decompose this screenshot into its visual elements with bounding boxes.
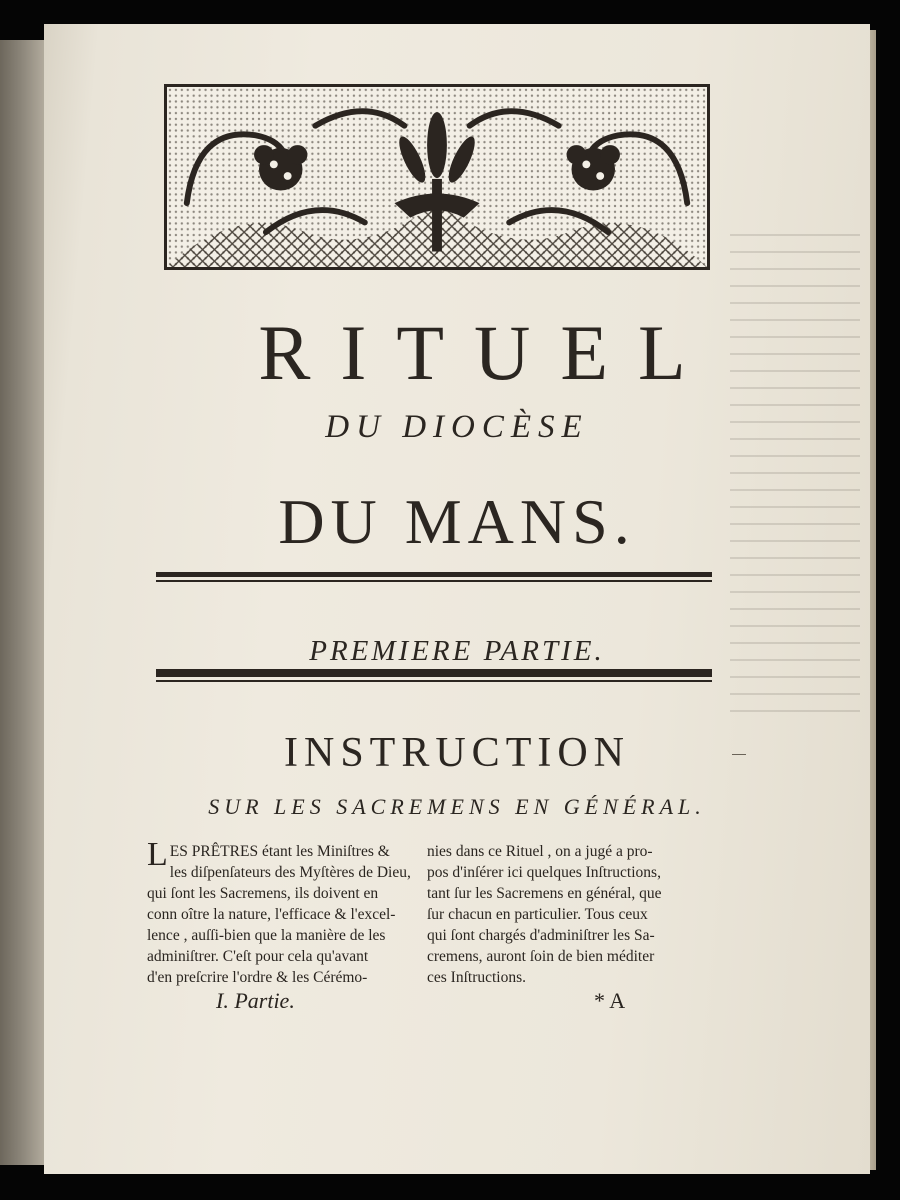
section-subtitle: SUR LES SACREMENS EN GÉNÉRAL. xyxy=(208,794,706,819)
part-heading: PREMIERE PARTIE. xyxy=(309,635,605,667)
text-line: ſur chacun en particulier. Tous ceux xyxy=(427,906,648,923)
double-rule-top-thin xyxy=(156,580,712,582)
text-line: nies dans ce Rituel , on a jugé a pro- xyxy=(427,843,653,860)
signature-mark: * A xyxy=(594,988,626,1013)
section-heading: INSTRUCTION xyxy=(284,730,630,776)
floral-ornament-icon xyxy=(164,84,710,270)
double-rule-top xyxy=(156,572,712,577)
text-line: les diſpenſateurs des Myſtères de Dieu, xyxy=(169,864,411,881)
drop-cap: L xyxy=(147,836,168,873)
margin-mark xyxy=(732,754,746,755)
text-line: qui ſont chargés d'adminiſtrer les Sa- xyxy=(427,927,655,944)
title-du-mans: DU MANS. xyxy=(278,486,636,557)
title-diocese: DU DIOCÈSE xyxy=(325,409,589,445)
text-column-left xyxy=(147,836,423,988)
double-rule-bottom-thin xyxy=(156,680,712,682)
title-rituel: RITUEL xyxy=(258,309,716,396)
text-line: d'en preſcrire l'ordre & les Cérémo- xyxy=(147,969,368,986)
text-line: tant ſur les Sacremens en général, que xyxy=(427,885,662,902)
text-line: pos d'inſérer ici quelques Inſtructions, xyxy=(427,864,661,881)
text-line: cremens, auront ſoin de bien méditer xyxy=(427,948,655,965)
text-line: ces Inſtructions. xyxy=(427,969,527,986)
book-page xyxy=(44,24,870,1174)
double-rule-bottom xyxy=(156,669,712,677)
text-line: lence , auſſi-bien que la manière de les xyxy=(147,927,386,944)
text-line: conn oître la nature, l'efficace & l'excel- xyxy=(147,906,396,923)
text-line: adminiſtrer. C'eſt pour cela qu'avant xyxy=(147,948,369,965)
text-column-right xyxy=(427,841,703,988)
part-signature: I. Partie. xyxy=(216,988,295,1013)
text-line: qui ſont les Sacremens, ils doivent en xyxy=(147,885,379,902)
text-line: ES PRÊTRES étant les Miniſtres & xyxy=(169,843,390,860)
left-page-edge xyxy=(0,40,48,1165)
